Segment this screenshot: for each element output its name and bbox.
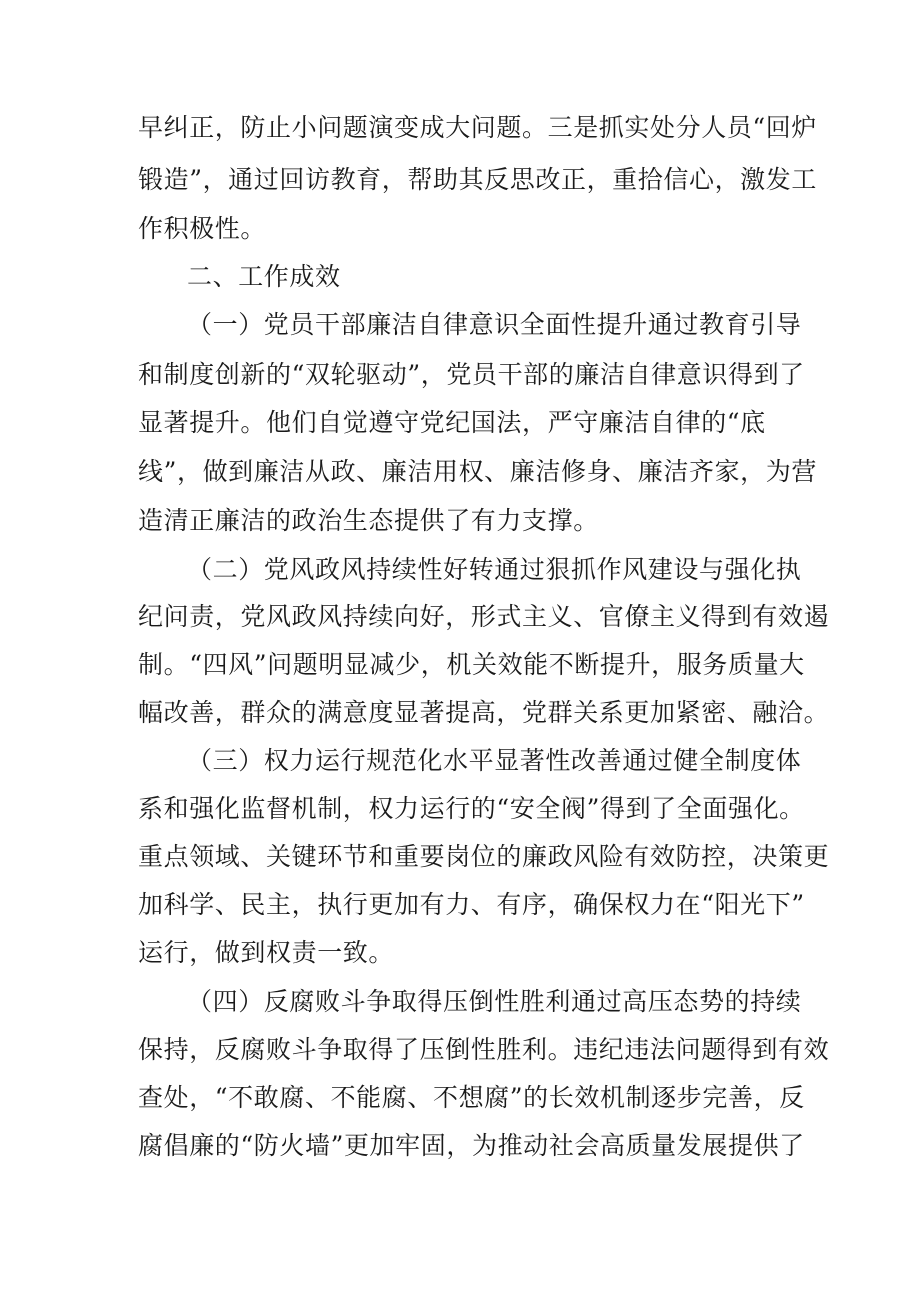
text-line: 腐倡廉的“防火墙”更加牢固，为推动社会高质量发展提供了 (138, 1131, 805, 1160)
text-line: 运行，做到权责一致。 (138, 938, 395, 967)
text-line: 保持，反腐败斗争取得了压倒性胜利。违纪违法问题得到有效 (138, 1035, 830, 1064)
text-line: 线”，做到廉洁从政、廉洁用权、廉洁修身、廉洁齐家，为营 (138, 457, 817, 486)
text-line: 查处，“不敢腐、不能腐、不想腐”的长效机制逐步完善，反 (138, 1083, 805, 1112)
paragraph-heading: （四）反腐败斗争取得压倒性胜利通过高压态势的持续 (187, 987, 802, 1016)
text-line: 早纠正，防止小问题演变成大问题。三是抓实处分人员“回炉 (138, 113, 817, 142)
section-heading: 二、工作成效 (187, 262, 341, 291)
text-line: 锻造”，通过回访教育，帮助其反思改正，重拾信心，激发工 (138, 165, 817, 194)
text-line: 显著提升。他们自觉遵守党纪国法，严守廉洁自律的“底 (138, 408, 766, 437)
paragraph-heading: （一）党员干部廉洁自律意识全面性提升通过教育引导 (187, 310, 802, 339)
text-line: 造清正廉洁的政治生态提供了有力支撑。 (138, 506, 599, 535)
text-line: 和制度创新的“双轮驱动”，党员干部的廉洁自律意识得到了 (138, 360, 805, 389)
text-line: 制。“四风”问题明显减少，机关效能不断提升，服务质量大 (138, 650, 805, 679)
text-line: 纪问责，党风政风持续向好，形式主义、官僚主义得到有效遏 (138, 602, 830, 631)
paragraph-heading: （三）权力运行规范化水平显著性改善通过健全制度体 (187, 746, 802, 775)
text-line: 加科学、民主，执行更加有力、有序，确保权力在“阳光下” (138, 890, 805, 919)
text-line: 重点领域、关键环节和重要岗位的廉政风险有效防控，决策更 (138, 842, 830, 871)
text-line: 作积极性。 (138, 214, 267, 243)
paragraph-heading: （二）党风政风持续性好转通过狠抓作风建设与强化执 (187, 555, 802, 584)
text-line: 系和强化监督机制，权力运行的“安全阀”得到了全面强化。 (138, 794, 805, 823)
text-line: 幅改善，群众的满意度显著提高，党群关系更加紧密、融洽。 (138, 698, 830, 727)
